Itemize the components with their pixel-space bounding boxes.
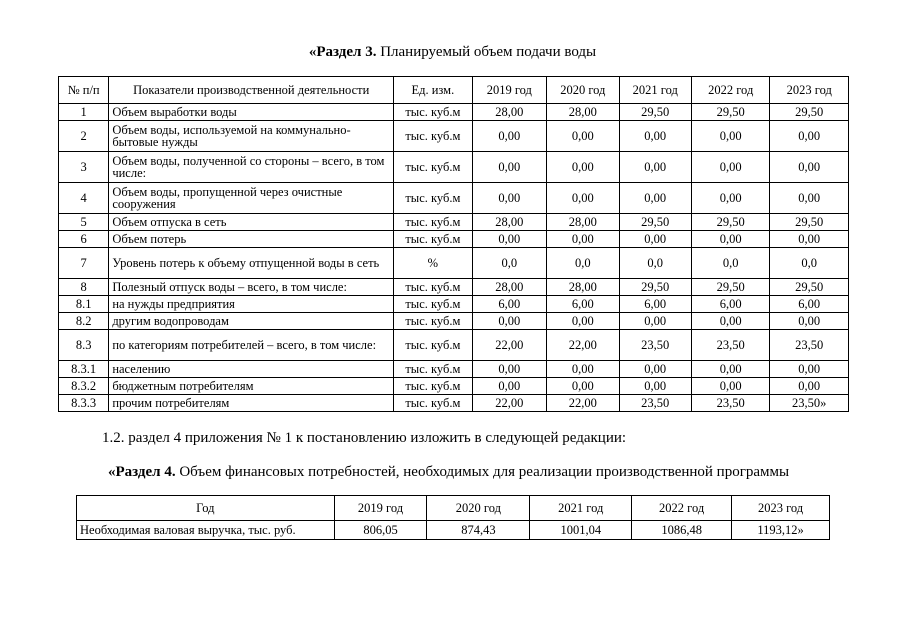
paragraph-1-2: 1.2. раздел 4 приложения № 1 к постановлению изложить в следующей редакции:	[102, 430, 627, 446]
cell-2019: 28,00	[472, 214, 546, 231]
financial-needs-table	[76, 495, 830, 540]
col-2020: 2020 год	[547, 77, 619, 104]
row-number: 3	[59, 152, 109, 183]
cell-2021: 0,00	[619, 121, 691, 152]
cell-2021: 29,50	[619, 279, 691, 296]
cell-2023: 0,00	[770, 183, 849, 214]
table-row	[59, 378, 849, 395]
cell-2020: 28,00	[547, 279, 619, 296]
table-row	[59, 214, 849, 231]
row-unit: %	[394, 248, 472, 279]
cell-2021: 0,00	[619, 378, 691, 395]
row-unit: тыс. куб.м	[394, 378, 472, 395]
water-supply-table	[58, 76, 849, 412]
row-indicator: Объем выработки воды	[109, 104, 394, 121]
cell-2020: 6,00	[547, 296, 619, 313]
cell-2022: 23,50	[691, 395, 769, 412]
cell-2021: 0,00	[619, 152, 691, 183]
section4-title: «Раздел 4. Объем финансовых потребностей, необходимых для реализации производственной программы	[108, 464, 790, 480]
row-unit: тыс. куб.м	[394, 330, 472, 361]
cell-2019: 28,00	[472, 279, 546, 296]
col-2019: 2019 год	[472, 77, 546, 104]
cell-2023: 29,50	[770, 104, 849, 121]
row-number: 6	[59, 231, 109, 248]
cell-2022: 0,00	[691, 361, 769, 378]
table-row	[59, 183, 849, 214]
table-row	[59, 296, 849, 313]
table-header-row	[59, 77, 849, 104]
row-indicator: Объем потерь	[109, 231, 394, 248]
cell-2019: 806,05	[334, 521, 427, 540]
cell-2021: 23,50	[619, 395, 691, 412]
section3-title: «Раздел 3. Планируемый объем подачи воды	[308, 44, 597, 60]
cell-2021: 0,00	[619, 313, 691, 330]
cell-2020: 28,00	[547, 104, 619, 121]
table-row	[59, 395, 849, 412]
cell-2023: 0,00	[770, 313, 849, 330]
row-unit: тыс. куб.м	[394, 395, 472, 412]
row-number: 1	[59, 104, 109, 121]
row-number: 8.1	[59, 296, 109, 313]
row-indicator: другим водопроводам	[109, 313, 394, 330]
cell-2019: 0,00	[472, 231, 546, 248]
col-2023: 2023 год	[770, 77, 849, 104]
col-indicator: Показатели производственной деятельности	[109, 77, 394, 104]
cell-2019: 0,00	[472, 313, 546, 330]
cell-2019: 0,00	[472, 152, 546, 183]
row-indicator: на нужды предприятия	[109, 296, 394, 313]
cell-2023: 6,00	[770, 296, 849, 313]
cell-2019: 6,00	[472, 296, 546, 313]
row-unit: тыс. куб.м	[394, 214, 472, 231]
col-2022: 2022 год	[632, 496, 732, 521]
row-unit: тыс. куб.м	[394, 313, 472, 330]
cell-2019: 22,00	[472, 330, 546, 361]
cell-2022: 0,00	[691, 313, 769, 330]
col-2021: 2021 год	[619, 77, 691, 104]
table-row	[59, 361, 849, 378]
col-2020: 2020 год	[427, 496, 530, 521]
row-indicator: Объем воды, используемой на коммунально-бытовые нужды	[109, 121, 394, 152]
row-number: 7	[59, 248, 109, 279]
cell-2021: 0,00	[619, 183, 691, 214]
cell-2020: 28,00	[547, 214, 619, 231]
cell-2023: 0,00	[770, 121, 849, 152]
table-row	[59, 330, 849, 361]
table-header-row	[77, 496, 830, 521]
cell-2022: 29,50	[691, 104, 769, 121]
cell-2019: 0,00	[472, 378, 546, 395]
cell-2022: 0,00	[691, 152, 769, 183]
col-2021: 2021 год	[530, 496, 632, 521]
cell-2019: 0,0	[472, 248, 546, 279]
cell-2022: 6,00	[691, 296, 769, 313]
col-year: Год	[77, 496, 335, 521]
cell-2022: 1086,48	[632, 521, 732, 540]
cell-2023: 0,00	[770, 361, 849, 378]
cell-2022: 0,00	[691, 378, 769, 395]
cell-2021: 0,00	[619, 361, 691, 378]
row-number: 8.3.1	[59, 361, 109, 378]
cell-2023: 23,50	[770, 330, 849, 361]
cell-2021: 0,00	[619, 231, 691, 248]
cell-2020: 22,00	[547, 395, 619, 412]
row-unit: тыс. куб.м	[394, 296, 472, 313]
cell-2022: 23,50	[691, 330, 769, 361]
table-row	[59, 121, 849, 152]
col-unit: Ед. изм.	[394, 77, 472, 104]
row-unit: тыс. куб.м	[394, 152, 472, 183]
row-number: 8.2	[59, 313, 109, 330]
col-2019: 2019 год	[334, 496, 427, 521]
row-indicator: Объем воды, полученной со стороны – всего, в том числе:	[109, 152, 394, 183]
row-number: 4	[59, 183, 109, 214]
table-row	[77, 521, 830, 540]
cell-2020: 874,43	[427, 521, 530, 540]
row-label: Необходимая валовая выручка, тыс. руб.	[77, 521, 335, 540]
cell-2021: 23,50	[619, 330, 691, 361]
row-indicator: населению	[109, 361, 394, 378]
cell-2020: 0,00	[547, 183, 619, 214]
col-2023: 2023 год	[732, 496, 830, 521]
cell-2020: 0,0	[547, 248, 619, 279]
row-indicator: бюджетным потребителям	[109, 378, 394, 395]
cell-2021: 0,0	[619, 248, 691, 279]
table-row	[59, 313, 849, 330]
cell-2022: 0,00	[691, 121, 769, 152]
col-number: № п/п	[59, 77, 109, 104]
cell-2022: 29,50	[691, 279, 769, 296]
row-indicator: по категориям потребителей – всего, в том числе:	[109, 330, 394, 361]
col-2022: 2022 год	[691, 77, 769, 104]
cell-2023: 29,50	[770, 279, 849, 296]
cell-2023: 23,50»	[770, 395, 849, 412]
row-indicator: Объем воды, пропущенной через очистные сооружения	[109, 183, 394, 214]
table-row	[59, 231, 849, 248]
cell-2019: 28,00	[472, 104, 546, 121]
row-number: 8	[59, 279, 109, 296]
cell-2023: 0,00	[770, 231, 849, 248]
row-number: 5	[59, 214, 109, 231]
cell-2021: 6,00	[619, 296, 691, 313]
row-unit: тыс. куб.м	[394, 183, 472, 214]
cell-2021: 29,50	[619, 104, 691, 121]
row-number: 8.3	[59, 330, 109, 361]
cell-2022: 0,00	[691, 231, 769, 248]
cell-2023: 0,0	[770, 248, 849, 279]
row-number: 8.3.3	[59, 395, 109, 412]
cell-2019: 0,00	[472, 361, 546, 378]
cell-2022: 0,00	[691, 183, 769, 214]
cell-2022: 0,0	[691, 248, 769, 279]
cell-2023: 1193,12»	[732, 521, 830, 540]
table-row	[59, 248, 849, 279]
row-unit: тыс. куб.м	[394, 121, 472, 152]
cell-2020: 0,00	[547, 361, 619, 378]
cell-2021: 29,50	[619, 214, 691, 231]
cell-2020: 0,00	[547, 378, 619, 395]
row-indicator: Уровень потерь к объему отпущенной воды в сеть	[109, 248, 394, 279]
cell-2023: 29,50	[770, 214, 849, 231]
cell-2022: 29,50	[691, 214, 769, 231]
row-unit: тыс. куб.м	[394, 104, 472, 121]
table-row	[59, 104, 849, 121]
cell-2021: 1001,04	[530, 521, 632, 540]
cell-2020: 0,00	[547, 121, 619, 152]
cell-2020: 0,00	[547, 152, 619, 183]
row-indicator: Объем отпуска в сеть	[109, 214, 394, 231]
cell-2020: 22,00	[547, 330, 619, 361]
cell-2023: 0,00	[770, 378, 849, 395]
cell-2019: 0,00	[472, 183, 546, 214]
table-row	[59, 279, 849, 296]
cell-2019: 0,00	[472, 121, 546, 152]
row-unit: тыс. куб.м	[394, 361, 472, 378]
row-number: 8.3.2	[59, 378, 109, 395]
row-indicator: прочим потребителям	[109, 395, 394, 412]
cell-2019: 22,00	[472, 395, 546, 412]
row-indicator: Полезный отпуск воды – всего, в том числе:	[109, 279, 394, 296]
cell-2020: 0,00	[547, 313, 619, 330]
row-number: 2	[59, 121, 109, 152]
table-row	[59, 152, 849, 183]
row-unit: тыс. куб.м	[394, 279, 472, 296]
cell-2023: 0,00	[770, 152, 849, 183]
row-unit: тыс. куб.м	[394, 231, 472, 248]
cell-2020: 0,00	[547, 231, 619, 248]
